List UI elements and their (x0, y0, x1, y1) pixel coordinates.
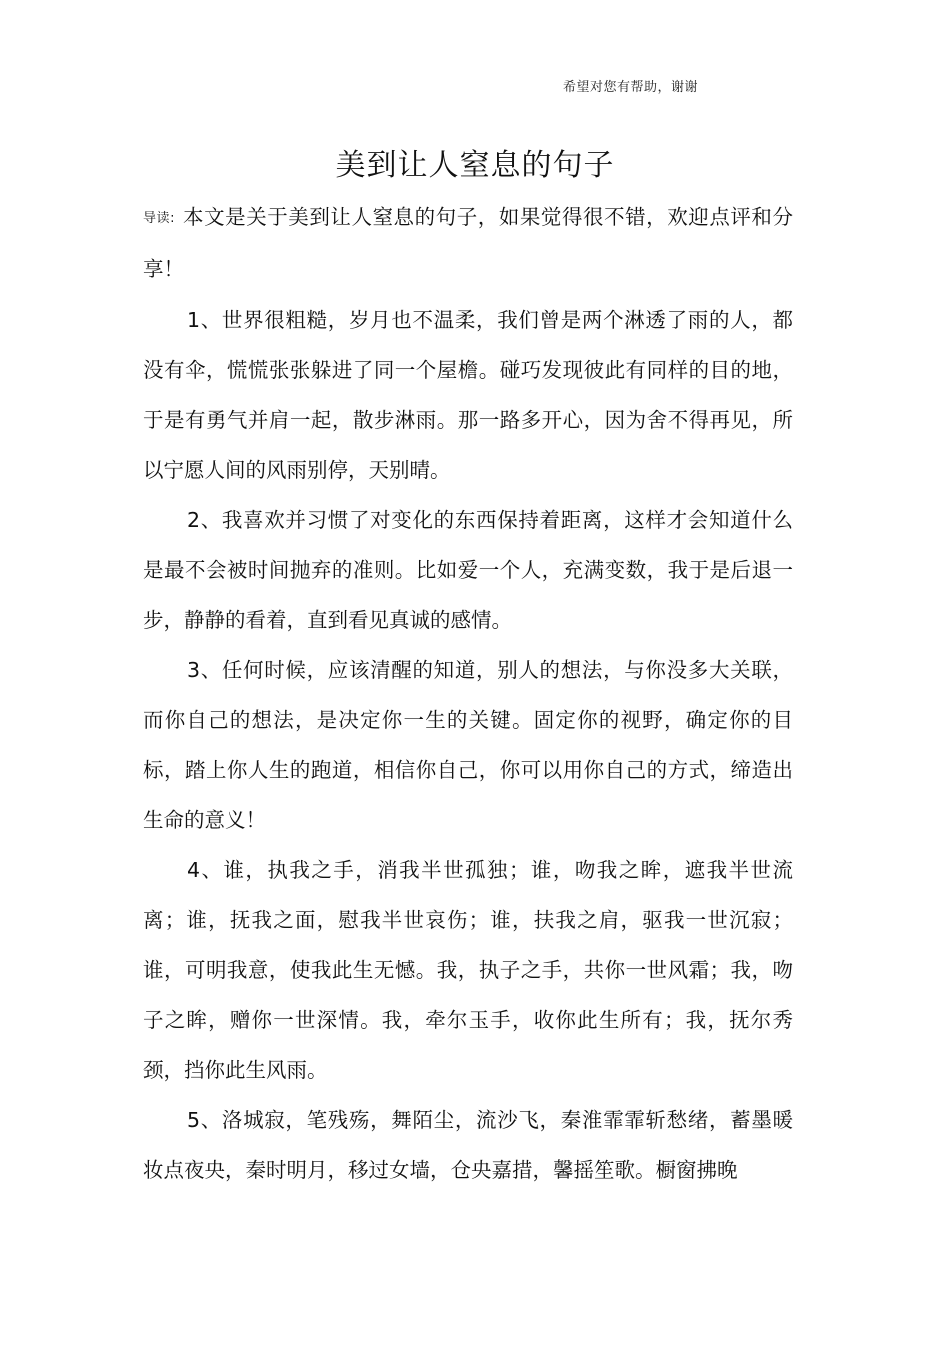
intro-paragraph (143, 192, 793, 294)
paragraph-2: 2、我喜欢并习惯了对变化的东西保持着距离，这样才会知道什么是最不会被时间抛弃的准则。比如爱一个人，充满变数，我于是后退一步，静静的看着，直到看见真诚的感情。 (143, 508, 793, 632)
paragraph-4: 4、谁，执我之手，消我半世孤独；谁，吻我之眸，遮我半世流离；谁，抚我之面，慰我半世哀伤；谁，扶我之肩，驱我一世沉寂；谁，可明我意，使我此生无憾。我，执子之手，共你一世风霜；我，吻子之眸，赠你一世深情。我，牵尔玉手，收你此生所有；我，抚尔秀颈，挡你此生风雨。 (143, 858, 793, 1082)
intro-text: 本文是关于美到让人窒息的句子，如果觉得很不错，欢迎点评和分享！ (143, 205, 793, 281)
header-note: 希望对您有帮助，谢谢 (563, 80, 699, 95)
paragraph-5: 5、洛城寂，笔残殇，舞陌尘，流沙飞，秦淮霏霏斩愁绪，蓄墨暖妆点夜央，秦时明月，移过女墙，仓央嘉措，馨摇笙歌。橱窗拂晚 (143, 1108, 793, 1182)
paragraph-1: 1、世界很粗糙，岁月也不温柔，我们曾是两个淋透了雨的人，都没有伞，慌慌张张躲进了同一个屋檐。碰巧发现彼此有同样的目的地，于是有勇气并肩一起，散步淋雨。那一路多开心，因为舍不得再见，所以宁愿人间的风雨别停，天别晴。 (143, 308, 793, 482)
paragraph-list (143, 295, 793, 1195)
document-title: 美到让人窒息的句子 (335, 148, 615, 183)
intro-label: 导读: (143, 211, 175, 226)
paragraph-3: 3、任何时候，应该清醒的知道，别人的想法，与你没多大关联，而你自己的想法，是决定你一生的关键。固定你的视野，确定你的目标，踏上你人生的跑道，相信你自己，你可以用你自己的方式，缔造出生命的意义！ (143, 658, 793, 832)
